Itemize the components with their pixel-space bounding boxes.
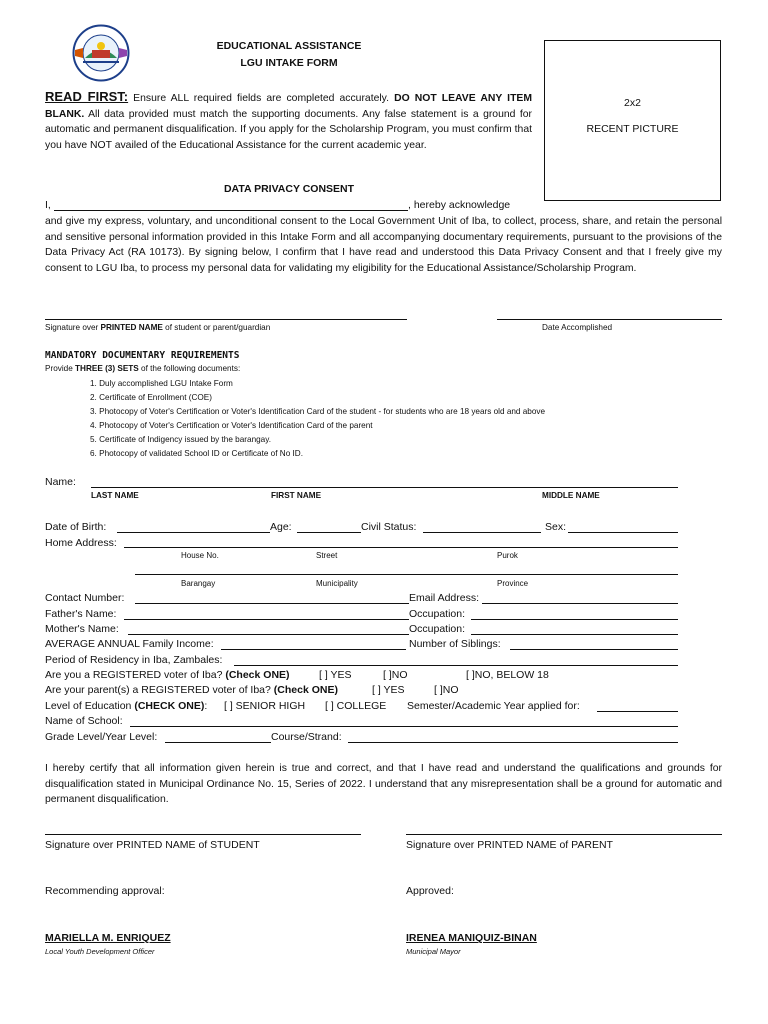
consenter-name-line[interactable]: [54, 210, 408, 211]
income-field[interactable]: [221, 649, 406, 650]
official2-title: Municipal Mayor: [406, 947, 461, 956]
requirement-item: 6. Photocopy of validated School ID or Certificate of No ID.: [90, 449, 303, 458]
parent-voter-no-checkbox[interactable]: [ ]NO: [434, 684, 459, 696]
father-occupation-label: Occupation:: [409, 608, 466, 620]
name-field[interactable]: [91, 487, 678, 488]
privacy-suffix: , hereby acknowledge: [408, 199, 511, 211]
parent-voter-question: Are your parent(s) a REGISTERED voter of Iba? (Check ONE): [45, 684, 338, 696]
sex-field[interactable]: [568, 532, 678, 533]
course-label: Course/Strand:: [271, 731, 342, 743]
parent-signature-label: Signature over PRINTED NAME of PARENT: [406, 839, 613, 851]
voter-no-below18-checkbox[interactable]: [ ]NO, BELOW 18: [466, 669, 549, 681]
mother-occupation-label: Occupation:: [409, 623, 466, 635]
requirements-list: [90, 377, 545, 461]
date-accomplished-label: Date Accomplished: [542, 323, 613, 332]
semester-field[interactable]: [597, 711, 678, 712]
photo-label: RECENT PICTURE: [586, 123, 679, 135]
siblings-label: Number of Siblings:: [409, 638, 501, 650]
voter-question: Are you a REGISTERED voter of Iba? (Check ONE): [45, 669, 290, 681]
requirement-item: 5. Certificate of Indigency issued by the barangay.: [90, 435, 271, 444]
parent-voter-yes-checkbox[interactable]: [ ] YES: [372, 684, 405, 696]
semester-label: Semester/Academic Year applied for:: [407, 700, 580, 712]
contact-field[interactable]: [135, 603, 409, 604]
form-title-line2: LGU INTAKE FORM: [240, 57, 338, 69]
requirement-item: 2. Certificate of Enrollment (COE): [90, 393, 212, 402]
college-checkbox[interactable]: [ ] COLLEGE: [325, 700, 387, 712]
home-address-field[interactable]: [124, 547, 678, 548]
school-name-field[interactable]: [130, 726, 678, 727]
purok-caption: Purok: [497, 551, 518, 560]
official2-name: IRENEA MANIQUIZ-BINAN: [406, 932, 537, 944]
date-accomplished-line[interactable]: [497, 319, 722, 320]
mother-name-field[interactable]: [128, 634, 409, 635]
privacy-prefix: I,: [45, 199, 51, 211]
student-signature-line[interactable]: [45, 834, 361, 835]
residency-field[interactable]: [234, 665, 678, 666]
education-level-label: Level of Education (CHECK ONE):: [45, 700, 208, 712]
read-first-paragraph: READ FIRST: Ensure ALL required fields are completed accurately. DO NOT LEAVE ANY ITEM BLANK. All data provided must match the supporting documents. Any false statement is a ground for automatic and permanent disqualification. If you apply for the Scholarship Program, you must confirm that you have NOT availed of the Educational Assistance for the current academic year.: [45, 89, 533, 151]
middle-name-caption: MIDDLE NAME: [542, 491, 600, 500]
photo-box[interactable]: [544, 40, 721, 201]
school-name-label: Name of School:: [45, 715, 123, 727]
read-first-heading: READ FIRST:: [45, 89, 129, 104]
house-no-caption: House No.: [181, 551, 219, 560]
voter-no-checkbox[interactable]: [ ]NO: [383, 669, 408, 681]
form-title-line1: EDUCATIONAL ASSISTANCE: [216, 40, 362, 52]
mother-name-label: Mother's Name:: [45, 623, 119, 635]
grade-level-field[interactable]: [165, 742, 271, 743]
approved-label: Approved:: [406, 885, 454, 897]
contact-label: Contact Number:: [45, 592, 125, 604]
civil-status-label: Civil Status:: [361, 521, 417, 533]
father-name-label: Father's Name:: [45, 608, 117, 620]
senior-high-checkbox[interactable]: [ ] SENIOR HIGH: [224, 700, 306, 712]
home-address-field-2[interactable]: [135, 574, 678, 575]
certification-paragraph: I hereby certify that all information given herein is true and correct, and that I have read and understand the qualifications and grounds for disqualification stated in Municipal Ordinance No. 15, Series of 2022. I understand that any misrepresentation shall be a ground for automatic and permanent disqualification.: [45, 763, 722, 806]
requirement-item: 4. Photocopy of Voter's Certification or Voter's Identification Card of the parent: [90, 421, 373, 430]
consent-signature-label: Signature over PRINTED NAME of student or parent/guardian: [45, 323, 271, 332]
father-name-field[interactable]: [124, 619, 409, 620]
email-field[interactable]: [482, 603, 678, 604]
parent-signature-line[interactable]: [406, 834, 722, 835]
official1-name: MARIELLA M. ENRIQUEZ: [45, 932, 171, 944]
email-label: Email Address:: [409, 592, 480, 604]
father-occupation-field[interactable]: [471, 619, 678, 620]
requirement-item: 1. Duly accomplished LGU Intake Form: [90, 379, 233, 388]
dob-field[interactable]: [117, 532, 270, 533]
civil-status-field[interactable]: [423, 532, 541, 533]
dob-label: Date of Birth:: [45, 521, 107, 533]
recommending-label: Recommending approval:: [45, 885, 165, 897]
income-label: AVERAGE ANNUAL Family Income:: [45, 638, 214, 650]
municipality-caption: Municipality: [316, 579, 358, 588]
sex-label: Sex:: [545, 521, 567, 533]
voter-yes-checkbox[interactable]: [ ] YES: [319, 669, 352, 681]
privacy-body: and give my express, voluntary, and unconditional consent to the Local Government Unit of Iba, to collect, process, share, and retain the personal and sensitive personal information provided in this Intake Form and all accompanying documentary requirements, pursuant to the provisions of the Data Privacy Act (RA 10173). By signing below, I confirm that I have read and understood this Data Privacy Consent and that I freely give my consent to LGU Iba, to process my personal data for validating my eligibility for the Educational Assistance/Scholarship Program.: [45, 216, 722, 274]
course-field[interactable]: [348, 742, 678, 743]
age-field[interactable]: [297, 532, 361, 533]
official1-title: Local Youth Development Officer: [45, 947, 155, 956]
siblings-field[interactable]: [510, 649, 678, 650]
street-caption: Street: [316, 551, 338, 560]
grade-level-label: Grade Level/Year Level:: [45, 731, 158, 743]
age-label: Age:: [270, 521, 292, 533]
mother-occupation-field[interactable]: [471, 634, 678, 635]
requirements-intro: Provide THREE (3) SETS of the following documents:: [45, 364, 241, 373]
home-address-label: Home Address:: [45, 537, 117, 549]
requirements-heading: MANDATORY DOCUMENTARY REQUIREMENTS: [45, 350, 240, 361]
requirement-item: 3. Photocopy of Voter's Certification or Voter's Identification Card of the student - for students who are 18 years old and above: [90, 407, 546, 416]
last-name-caption: LAST NAME: [91, 491, 139, 500]
privacy-heading: DATA PRIVACY CONSENT: [223, 183, 355, 195]
photo-size: 2x2: [624, 97, 641, 109]
consent-signature-line[interactable]: [45, 319, 407, 320]
first-name-caption: FIRST NAME: [271, 491, 322, 500]
name-label: Name:: [45, 476, 76, 488]
residency-label: Period of Residency in Iba, Zambales:: [45, 654, 223, 666]
barangay-caption: Barangay: [181, 579, 216, 588]
province-caption: Province: [497, 579, 529, 588]
municipal-seal-logo: [72, 24, 130, 82]
student-signature-label: Signature over PRINTED NAME of STUDENT: [45, 839, 260, 851]
